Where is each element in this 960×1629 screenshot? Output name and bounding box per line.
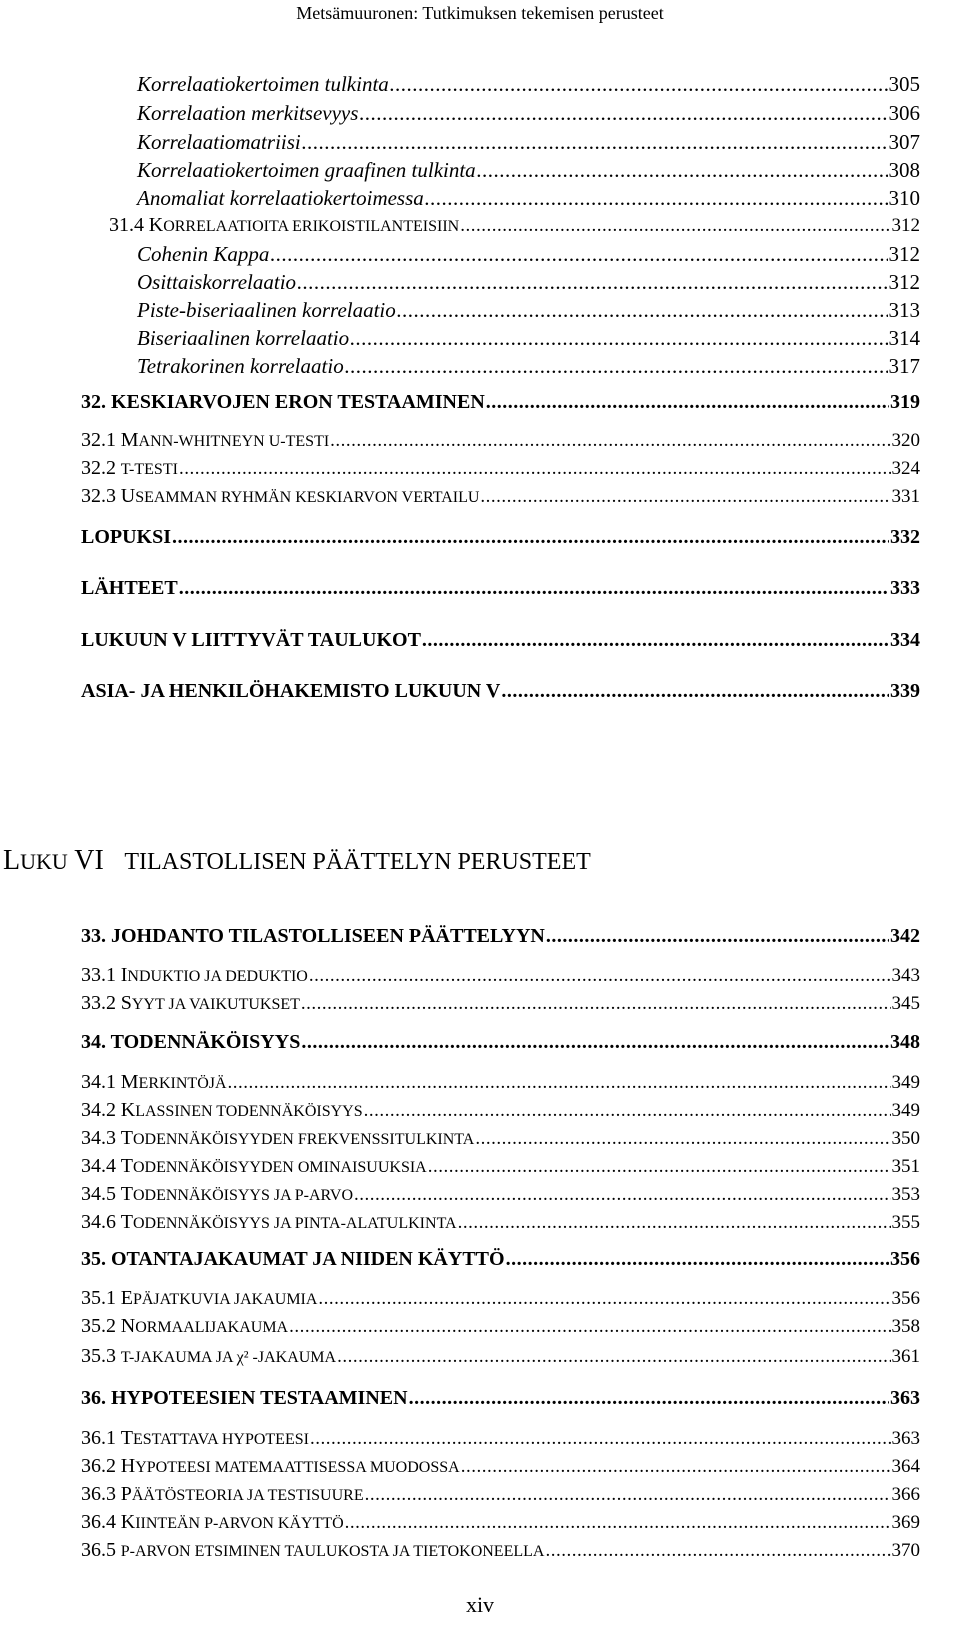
leader-dots <box>270 242 887 267</box>
toc-entry-page: 370 <box>891 1540 920 1561</box>
toc-section-page: 363 <box>890 1387 920 1409</box>
leader-dots <box>545 1540 890 1562</box>
toc-section[interactable] <box>81 526 920 549</box>
toc-entry-label: 33.2 SYYT JA VAIKUTUKSET <box>81 992 300 1014</box>
toc-entry[interactable] <box>81 1155 920 1178</box>
leader-dots <box>228 1072 891 1094</box>
leader-dots <box>390 72 888 97</box>
chapter-number: VI <box>74 845 104 876</box>
toc-entry-label: 36.1 TESTATTAVA HYPOTEESI <box>81 1427 309 1449</box>
toc-entry-page: 317 <box>888 354 920 378</box>
toc-entry[interactable] <box>137 270 920 295</box>
leader-dots <box>318 1288 890 1310</box>
leader-dots <box>359 101 887 126</box>
toc-entry-label: Osittaiskorrelaatio <box>137 270 297 294</box>
toc-entry-label: 34.5 TODENNÄKÖISYYS JA P-ARVO <box>81 1183 354 1205</box>
leader-dots <box>506 1248 889 1271</box>
toc-entry-page: 312 <box>891 215 920 236</box>
leader-dots <box>486 391 889 414</box>
leader-dots <box>345 1512 891 1534</box>
leader-dots <box>425 186 888 211</box>
toc-entry-label: 35.3 T-JAKAUMA JA χ² -JAKAUMA <box>81 1345 337 1367</box>
toc-entry[interactable] <box>81 1315 920 1338</box>
toc-entry-page: 369 <box>891 1512 920 1533</box>
toc-section-page: 356 <box>890 1248 920 1270</box>
page-number: xiv <box>465 1592 495 1617</box>
toc-section-label: 34. TODENNÄKÖISYYS <box>81 1031 301 1053</box>
toc-entry-label: Korrelaatiokertoimen tulkinta <box>137 72 389 96</box>
toc-section[interactable] <box>81 391 920 414</box>
toc-entry[interactable] <box>137 326 920 351</box>
leader-dots <box>297 270 887 295</box>
leader-dots <box>337 1346 890 1368</box>
toc-section[interactable] <box>81 1031 920 1054</box>
toc-entry[interactable] <box>109 214 920 237</box>
toc-entry[interactable] <box>81 1345 920 1368</box>
toc-entry-label: 36.3 PÄÄTÖSTEORIA JA TESTISUURE <box>81 1483 364 1505</box>
leader-dots <box>480 486 890 508</box>
leader-dots <box>501 680 889 703</box>
leader-dots <box>354 1184 890 1206</box>
leader-dots <box>460 215 890 237</box>
toc-entry-label: Tetrakorinen korrelaatio <box>137 354 344 378</box>
toc-entry-page: 355 <box>891 1212 920 1233</box>
toc-entry-label: Biseriaalinen korrelaatio <box>137 326 350 350</box>
toc-entry-label: 33.1 INDUKTIO JA DEDUKTIO <box>81 964 308 986</box>
toc-entry[interactable] <box>81 1287 920 1310</box>
toc-section-page: 319 <box>890 391 920 413</box>
toc-entry-label: Cohenin Kappa <box>137 242 270 266</box>
toc-entry-label: Korrelaatiokertoimen graafinen tulkinta <box>137 158 476 182</box>
toc-entry-label: 34.4 TODENNÄKÖISYYDEN OMINAISUUKSIA <box>81 1155 427 1177</box>
leader-dots <box>302 130 888 155</box>
leader-dots <box>345 354 888 379</box>
toc-entry[interactable] <box>81 429 920 452</box>
toc-entry-label: 31.4 KORRELAATIOITA ERIKOISTILANTEISIIN <box>109 214 460 236</box>
toc-entry[interactable] <box>81 1511 920 1534</box>
leader-dots <box>365 1484 891 1506</box>
toc-entry-label: 34.1 MERKINTÖJÄ <box>81 1071 227 1093</box>
toc-entry[interactable] <box>81 992 920 1015</box>
leader-dots <box>350 326 887 351</box>
toc-entry-label: 32.3 USEAMMAN RYHMÄN KESKIARVON VERTAILU <box>81 485 480 507</box>
toc-entry[interactable] <box>137 186 920 211</box>
chapter-word-initial: L <box>3 845 21 876</box>
toc-entry[interactable] <box>137 158 920 183</box>
toc-entry[interactable] <box>137 242 920 267</box>
toc-entry-label: 32.1 MANN-WHITNEYN U-TESTI <box>81 429 330 451</box>
toc-entry-label: 34.2 KLASSINEN TODENNÄKÖISYYS <box>81 1099 363 1121</box>
leader-dots <box>330 430 890 452</box>
toc-section[interactable] <box>81 629 920 652</box>
leader-dots <box>422 629 889 652</box>
toc-entry-label: 32.2 T-TESTI <box>81 457 178 479</box>
leader-dots <box>179 577 889 600</box>
toc-entry[interactable] <box>81 1539 920 1562</box>
leader-dots <box>461 1456 891 1478</box>
toc-entry-label: 36.5 P-ARVON ETSIMINEN TAULUKOSTA JA TIETOKONEELLA <box>81 1539 545 1561</box>
leader-dots <box>364 1100 891 1122</box>
chapter-heading[interactable] <box>3 845 591 877</box>
toc-entry-page: 308 <box>888 158 920 182</box>
toc-section-label: LÄHTEET <box>81 577 178 599</box>
toc-entry-label: 34.6 TODENNÄKÖISYYS JA PINTA-ALATULKINTA <box>81 1211 457 1233</box>
toc-entry-page: 307 <box>888 130 920 154</box>
toc-entry-page: 350 <box>891 1128 920 1149</box>
toc-section-label: 35. OTANTAJAKAUMAT JA NIIDEN KÄYTTÖ <box>81 1248 505 1270</box>
toc-section[interactable] <box>81 925 920 948</box>
toc-entry[interactable] <box>137 298 920 323</box>
toc-section-page: 333 <box>890 577 920 599</box>
toc-section[interactable] <box>81 680 920 703</box>
toc-entry-page: 331 <box>891 486 920 507</box>
toc-entry-page: 343 <box>891 965 920 986</box>
toc-section-page: 348 <box>890 1031 920 1053</box>
toc-entry-page: 324 <box>891 458 920 479</box>
leader-dots <box>179 458 891 480</box>
toc-entry-page: 351 <box>891 1156 920 1177</box>
toc-entry-page: 358 <box>891 1316 920 1337</box>
toc-entry[interactable] <box>81 1427 920 1450</box>
toc-section-page: 332 <box>890 526 920 548</box>
leader-dots <box>301 993 891 1015</box>
leader-dots <box>289 1316 890 1338</box>
toc-section[interactable] <box>81 1387 920 1410</box>
leader-dots <box>428 1156 891 1178</box>
toc-entry[interactable] <box>137 354 920 379</box>
toc-entry-page: 366 <box>891 1484 920 1505</box>
toc-entry-label: Korrelaatiomatriisi <box>137 130 301 154</box>
toc-entry[interactable] <box>81 1099 920 1122</box>
chapter-word-rest: UKU <box>20 849 68 874</box>
toc-entry-label: Anomaliat korrelaatiokertoimessa <box>137 186 424 210</box>
toc-entry-page: 310 <box>888 186 920 210</box>
toc-entry-label: 36.4 KIINTEÄN P-ARVON KÄYTTÖ <box>81 1511 344 1533</box>
toc-entry[interactable] <box>81 485 920 508</box>
toc-entry-label: 34.3 TODENNÄKÖISYYDEN FREKVENSSITULKINTA <box>81 1127 475 1149</box>
toc-entry[interactable] <box>81 1211 920 1234</box>
toc-entry-label: 35.1 EPÄJATKUVIA JAKAUMIA <box>81 1287 318 1309</box>
leader-dots <box>475 1128 890 1150</box>
toc-entry-page: 312 <box>888 242 920 266</box>
toc-entry-page: 345 <box>891 993 920 1014</box>
running-head: Metsämuuronen: Tutkimuksen tekemisen perusteet <box>296 3 664 23</box>
chapter-title: TILASTOLLISEN PÄÄTTELYN PERUSTEET <box>124 849 591 875</box>
leader-dots <box>172 526 889 549</box>
toc-entry-page: 349 <box>891 1072 920 1093</box>
toc-entry[interactable] <box>137 72 920 97</box>
leader-dots <box>301 1031 889 1054</box>
toc-entry[interactable] <box>81 1183 920 1206</box>
toc-entry-page: 363 <box>891 1428 920 1449</box>
toc-entry-page: 361 <box>891 1346 920 1367</box>
toc-entry-label: 35.2 NORMAALIJAKAUMA <box>81 1315 289 1337</box>
leader-dots <box>309 965 891 987</box>
toc-entry[interactable] <box>81 1127 920 1150</box>
toc-entry[interactable] <box>137 101 920 126</box>
leader-dots <box>409 1387 889 1410</box>
toc-entry[interactable] <box>81 1483 920 1506</box>
toc-entry-page: 356 <box>891 1288 920 1309</box>
toc-section-label: LOPUKSI <box>81 526 172 548</box>
toc-section-label: 36. HYPOTEESIEN TESTAAMINEN <box>81 1387 408 1409</box>
toc-entry-page: 320 <box>891 430 920 451</box>
toc-section-label: 33. JOHDANTO TILASTOLLISEEN PÄÄTTELYYN <box>81 925 545 947</box>
toc-entry-page: 314 <box>888 326 920 350</box>
toc-entry[interactable] <box>81 1071 920 1094</box>
toc-entry[interactable] <box>81 457 920 480</box>
leader-dots <box>310 1428 891 1450</box>
toc-section-label: 32. KESKIARVOJEN ERON TESTAAMINEN <box>81 391 485 413</box>
toc-entry-page: 349 <box>891 1100 920 1121</box>
toc-section-label: ASIA- JA HENKILÖHAKEMISTO LUKUUN V <box>81 680 501 702</box>
toc-section[interactable] <box>81 1248 920 1271</box>
leader-dots <box>397 298 888 323</box>
toc-section-page: 342 <box>890 925 920 947</box>
toc-entry[interactable] <box>81 1455 920 1478</box>
toc-section[interactable] <box>81 577 920 600</box>
leader-dots <box>477 158 888 183</box>
toc-entry[interactable] <box>81 964 920 987</box>
toc-entry-page: 305 <box>888 72 920 96</box>
toc-entry-page: 312 <box>888 270 920 294</box>
toc-entry-label: Piste-biseriaalinen korrelaatio <box>137 298 396 322</box>
toc-section-page: 339 <box>890 680 920 702</box>
toc-entry-page: 306 <box>888 101 920 125</box>
toc-entry-page: 364 <box>891 1456 920 1477</box>
leader-dots <box>458 1212 891 1234</box>
toc-section-label: LUKUUN V LIITTYVÄT TAULUKOT <box>81 629 421 651</box>
toc-section-page: 334 <box>890 629 920 651</box>
toc-entry[interactable] <box>137 130 920 155</box>
toc-entry-label: 36.2 HYPOTEESI MATEMAATTISESSA MUODOSSA <box>81 1455 460 1477</box>
toc-entry-label: Korrelaation merkitsevyys <box>137 101 359 125</box>
toc-entry-page: 353 <box>891 1184 920 1205</box>
leader-dots <box>546 925 889 948</box>
toc-entry-page: 313 <box>888 298 920 322</box>
